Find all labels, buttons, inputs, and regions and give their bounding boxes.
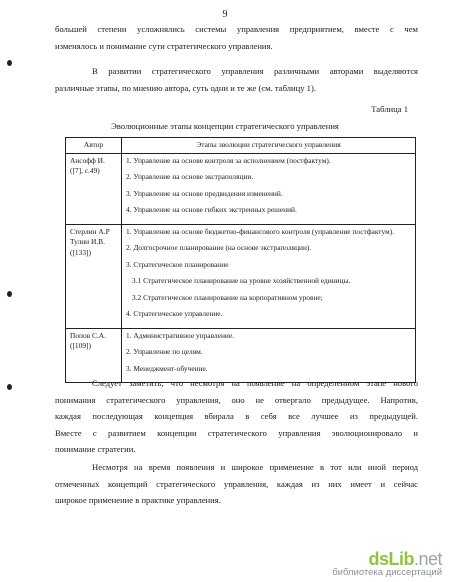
author-cell: Ансофф И. ([7], с.49) <box>66 153 122 224</box>
paragraph-line: В развитии стратегического управления различными авторами выделяются <box>92 66 418 76</box>
stages-cell <box>122 153 416 224</box>
paragraph-line: Несмотря на время появления и широкое применение в тот или иной период <box>92 462 418 472</box>
paragraph-3 <box>55 375 418 458</box>
stage-item: 1. Управление на основе контроля за исполнением (постфактум). <box>126 155 331 165</box>
watermark-logo[interactable] <box>332 549 442 578</box>
paragraph-line: большей степени усложнялись системы управления предприятием, вместе с чем <box>55 24 418 34</box>
table-row <box>66 153 416 224</box>
table-title: Эволюционные этапы концепции стратегического управления <box>111 121 339 131</box>
paragraph-line: широкое применение в практике управления. <box>55 495 221 505</box>
paragraph-line: изменялось и понимание сути стратегического управления. <box>55 40 273 51</box>
binding-hole-mark <box>7 60 12 66</box>
paragraph-line: понимания стратегического управления, оно не отвергало предыдущее. Напротив, <box>55 394 418 405</box>
stage-item: 1. Административное управление. <box>126 330 234 340</box>
column-header-author: Автор <box>66 138 122 154</box>
logo-tagline: библиотека диссертаций <box>332 567 442 578</box>
stage-item: 3. Менеджмент-обучение. <box>126 363 208 373</box>
stage-item: 3. Управление на основе предвидения изменений. <box>126 188 283 198</box>
stage-subitem: 3.1 Стратегическое планирование на уровне хозяйственной единицы. <box>132 276 351 285</box>
stage-item: 3. Стратегическое планирование <box>126 259 229 269</box>
stage-item: 2. Управление по целям. <box>126 347 203 356</box>
logo-text: dsLib.net <box>368 549 442 569</box>
stage-item: 1. Управление на основе бюджетно-финансового контроля (управление постфактум). <box>126 226 395 236</box>
stage-item: 2. Долгосрочное планирование (на основе экстраполяции). <box>126 243 312 252</box>
paragraph-line: отмеченных концепций стратегического управления, каждая из них имеет и сейчас <box>55 478 418 489</box>
paragraph-line: понимание стратегии. <box>55 444 136 454</box>
column-header-stages: Этапы эволюции стратегического управления <box>122 138 416 154</box>
stage-item: 2. Управление на основе экстраполяции. <box>126 172 254 181</box>
binding-hole-mark <box>7 384 12 390</box>
author-cell: Попов С.А. ([109]) <box>66 328 122 383</box>
paragraph-line: Вместе с развитием концепции стратегического управления эволюционировало и <box>55 427 418 438</box>
paragraph-1 <box>55 21 418 54</box>
binding-hole-mark <box>7 291 12 297</box>
paragraph-line: различные этапы, по мнению автора, суть одни и те же (см. таблицу 1). <box>55 82 316 93</box>
stage-item: 4. Управление на основе гибких экстренных решений. <box>126 205 297 214</box>
paragraph-line: Следует заметить, что несмотря на появление на определенном этапе нового <box>92 378 418 388</box>
table-row <box>66 224 416 328</box>
paragraph-4 <box>55 459 418 509</box>
stage-item: 4. Стратегическое управление. <box>126 309 223 318</box>
evolution-table <box>65 137 416 383</box>
paragraph-2 <box>55 63 418 96</box>
author-cell: Стерлин А.Р Тулин И.В. ([133]) <box>66 224 122 328</box>
table-label: Таблица 1 <box>371 104 408 114</box>
table-header-row <box>66 138 416 154</box>
stages-cell <box>122 224 416 328</box>
paragraph-line: каждая последующая концепция вбирала в себя все лучшее из предыдущей. <box>55 411 418 421</box>
stage-subitem: 3.2 Стратегическое планирование на корпоративном уровне; <box>132 292 323 302</box>
page-number: 9 <box>222 9 228 20</box>
